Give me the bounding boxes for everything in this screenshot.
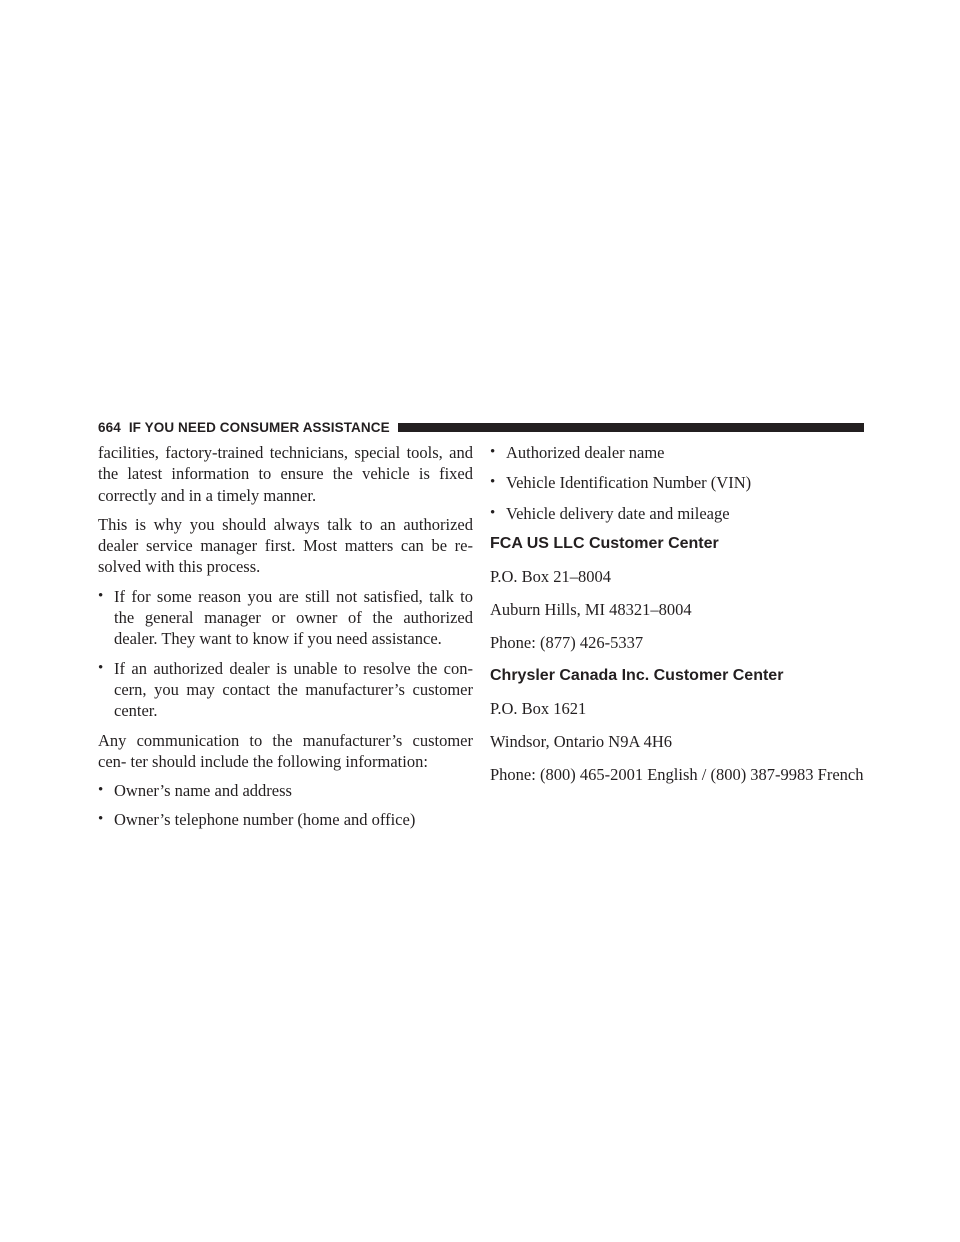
canada-city: Windsor, Ontario N9A 4H6 xyxy=(490,732,672,752)
escalation-list xyxy=(98,586,473,722)
list-item-text: If an authorized dealer is unable to resolve the con- cern, you may contact the manufacturer’s customer center. xyxy=(114,658,473,721)
page-header xyxy=(98,418,864,436)
bullet-icon: • xyxy=(490,444,496,460)
list-item xyxy=(98,658,473,722)
left-column xyxy=(98,442,473,839)
list-item xyxy=(490,472,870,493)
fca-center-heading: FCA US LLC Customer Center xyxy=(490,534,719,552)
list-item xyxy=(490,503,870,524)
list-item-text: Authorized dealer name xyxy=(506,443,665,462)
bullet-icon: • xyxy=(490,504,496,521)
canada-po-box: P.O. Box 1621 xyxy=(490,698,587,718)
list-item-text: Vehicle Identification Number (VIN) xyxy=(506,473,752,493)
list-item xyxy=(98,809,473,830)
paragraph-facilities: facilities, factory-trained technicians, special tools, and the latest information to ensure the vehicle is fixed correctly and in a timely manner. xyxy=(98,443,473,505)
fca-city: Auburn Hills, MI 48321–8004 xyxy=(490,600,692,620)
list-item-text: Vehicle delivery date and mileage xyxy=(506,503,730,523)
fca-phone: Phone: (877) 426-5337 xyxy=(490,633,644,653)
bullet-icon: • xyxy=(98,782,104,799)
canada-center-heading: Chrysler Canada Inc. Customer Center xyxy=(490,666,784,684)
list-item xyxy=(490,442,870,463)
list-item xyxy=(98,780,473,801)
section-title: IF YOU NEED CONSUMER ASSISTANCE xyxy=(128,419,390,435)
information-list-part1 xyxy=(98,780,473,831)
header-rule xyxy=(398,423,864,432)
bullet-icon: • xyxy=(98,659,104,676)
fca-po-box: P.O. Box 21–8004 xyxy=(490,566,612,586)
list-item-text: Owner’s name and address xyxy=(114,781,292,801)
page-number: 664 xyxy=(98,419,121,435)
information-list-part2 xyxy=(490,442,870,524)
paragraph-communication: Any communication to the manufacturer’s customer cen- ter should include the following information: xyxy=(98,730,473,771)
bullet-icon: • xyxy=(98,587,104,604)
list-item-text: If for some reason you are still not satisfied, talk to the general manager or owner of the authorized dealer. They want to know if you need assistance. xyxy=(114,586,473,649)
list-item xyxy=(98,586,473,650)
bullet-icon: • xyxy=(98,811,104,828)
canada-phone: Phone: (800) 465-2001 English / (800) 387-9983 French xyxy=(490,765,864,785)
paragraph-dealer-manager: This is why you should always talk to an authorized dealer service manager first. Most matters can be re- solved with this process. xyxy=(98,514,473,577)
right-column xyxy=(490,442,870,798)
bullet-icon: • xyxy=(490,474,496,491)
list-item-text: Owner’s telephone number (home and office) xyxy=(114,810,416,830)
